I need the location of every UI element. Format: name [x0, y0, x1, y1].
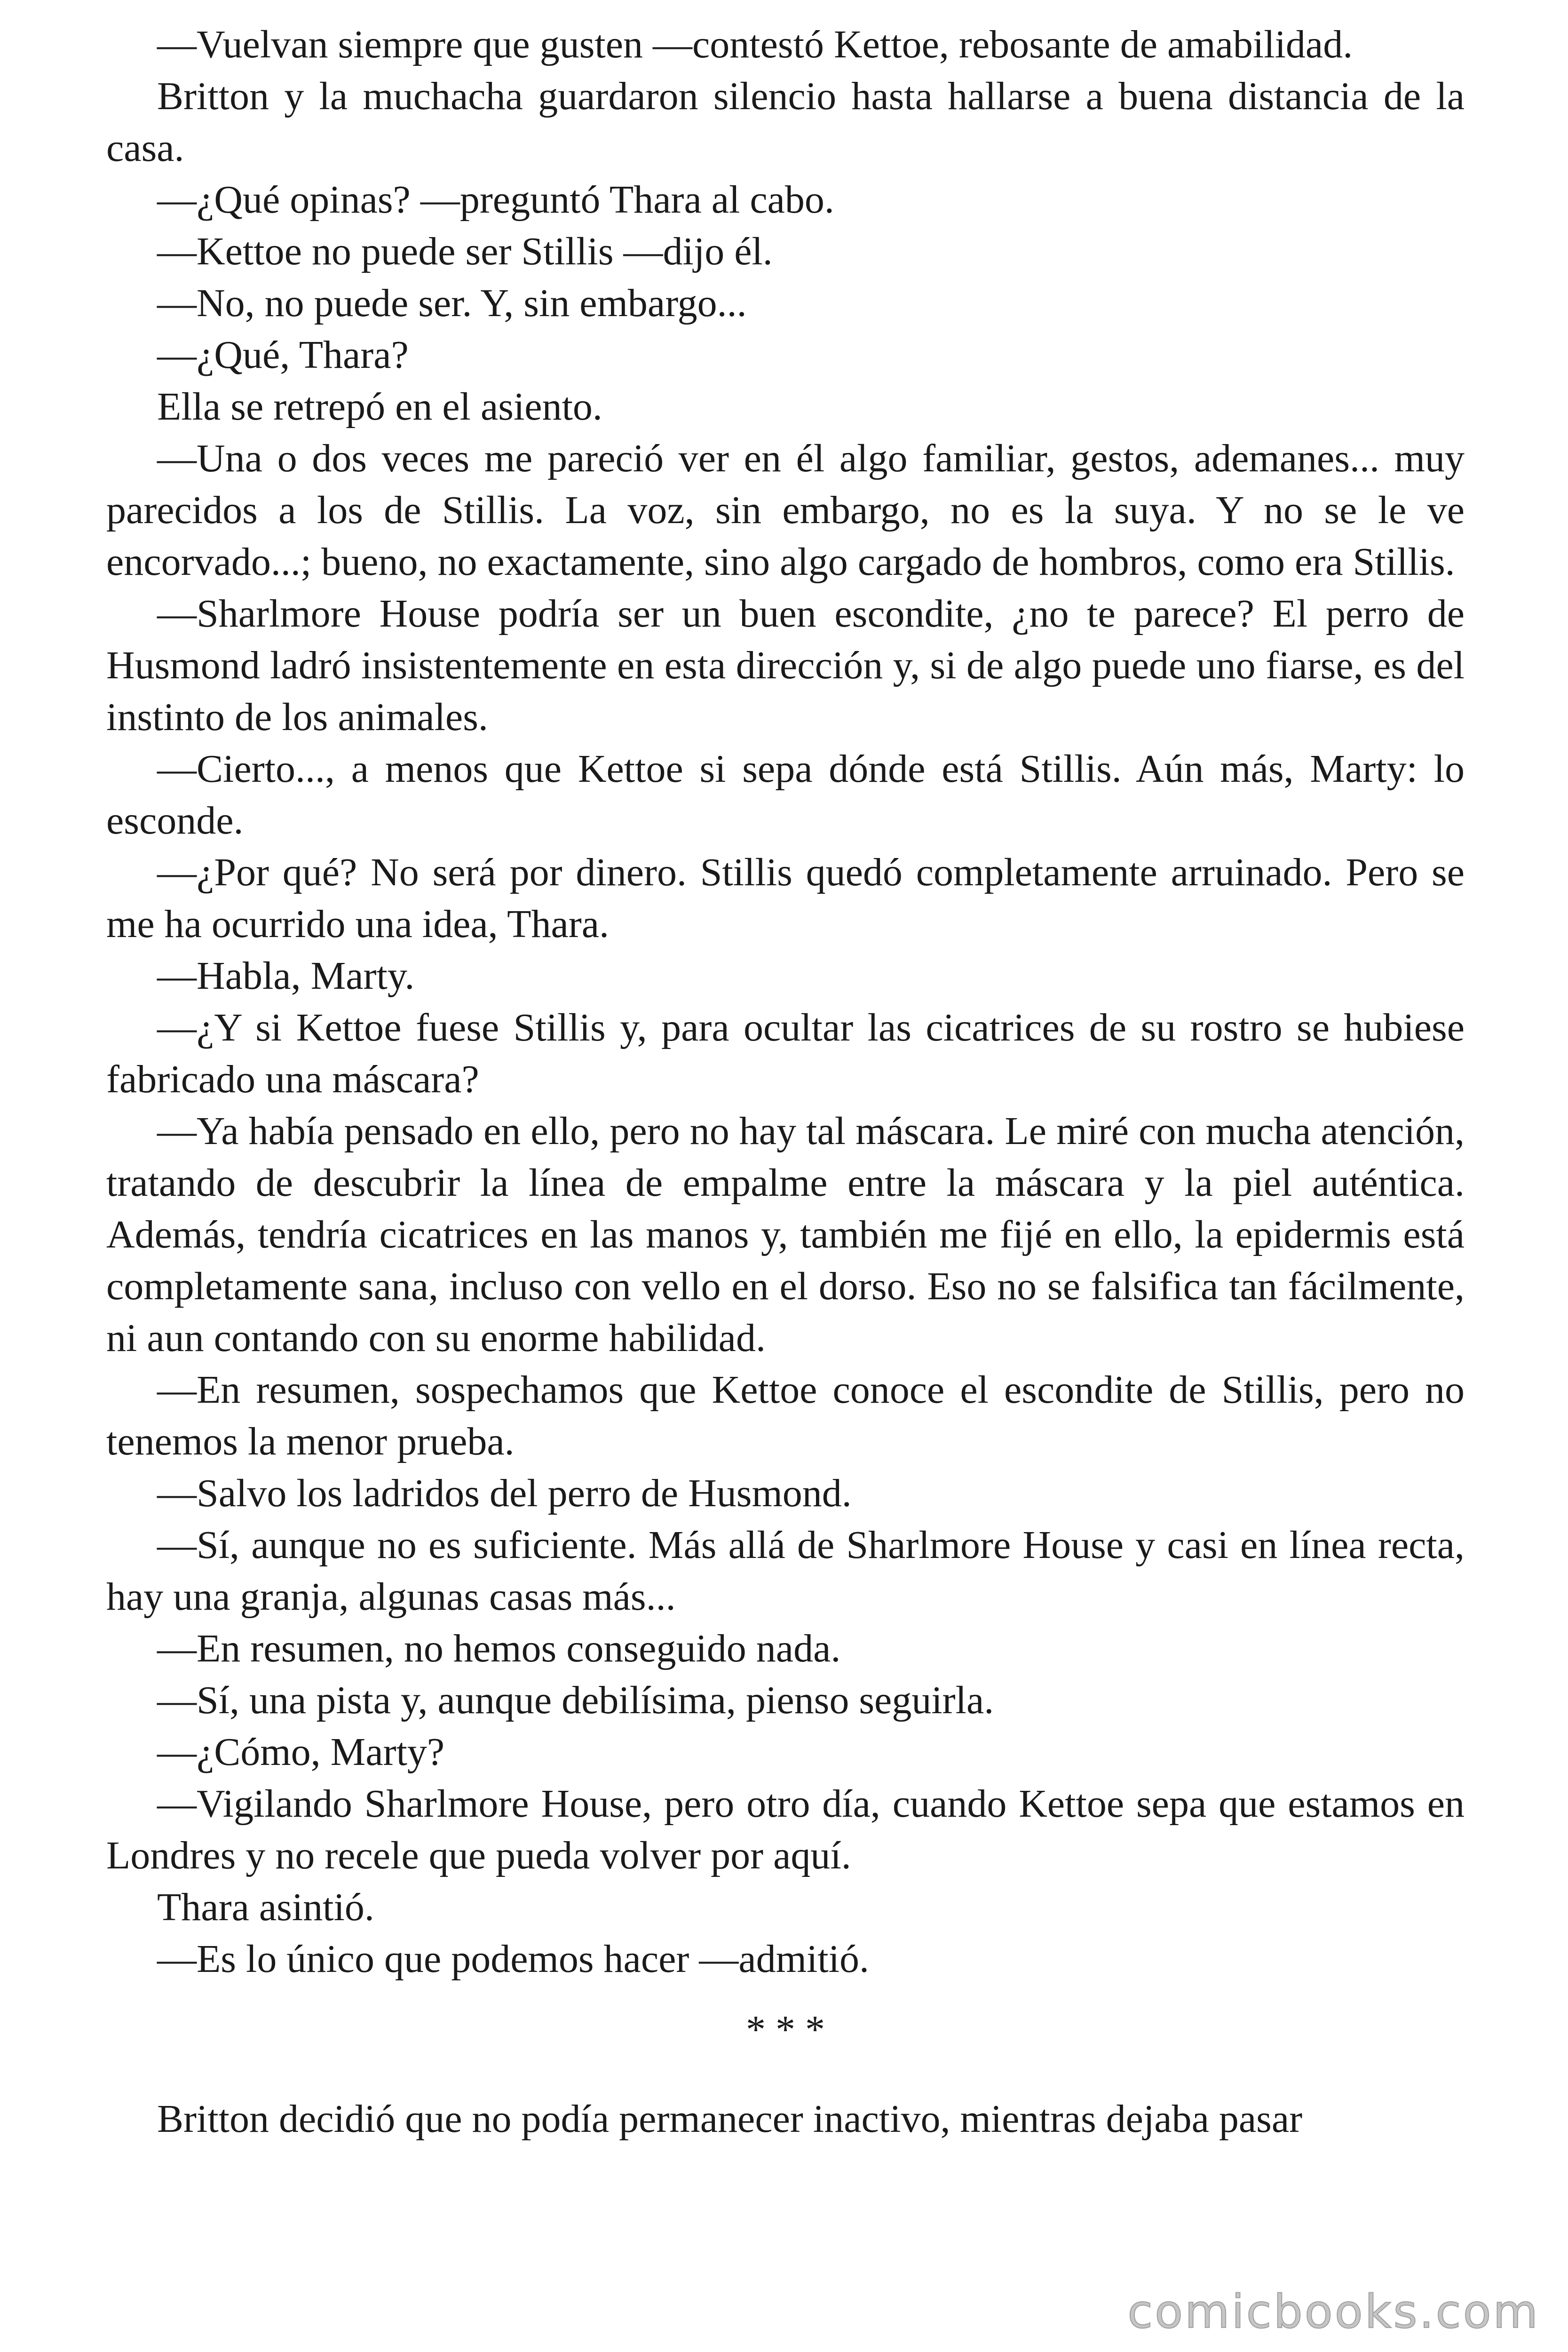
paragraph: —¿Y si Kettoe fuese Stillis y, para ocultar las cicatrices de su rostro se hubiese fabricado una máscara?	[106, 1006, 1465, 1101]
book-page	[106, 19, 1465, 2145]
paragraph: —Ya había pensado en ello, pero no hay tal máscara. Le miré con mucha atención, tratando de descubrir la línea de empalme entre la máscara y la piel auténtica. Además, tendría cicatrices en las manos y, también me fijé en ello, la epidermis está completamente sana, incluso con vello en el dorso. Eso no se falsifica tan fácilmente, ni aun contando con su enorme habilidad.	[106, 1109, 1465, 1360]
paragraph: —Sí, aunque no es suficiente. Más allá de Sharlmore House y casi en línea recta, hay una granja, algunas casas más...	[106, 1523, 1465, 1619]
scene-separator: * * *	[746, 2008, 825, 2051]
paragraph: —Una o dos veces me pareció ver en él algo familiar, gestos, ademanes... muy parecidos a los de Stillis. La voz, sin embargo, no es la suya. Y no se le ve encorvado...; bueno, no exactamente, sino algo cargado de hombros, como era Stillis.	[106, 437, 1465, 584]
paragraph: Britton y la muchacha guardaron silencio hasta hallarse a buena distancia de la casa.	[106, 74, 1465, 170]
paragraph: —¿Qué, Thara?	[157, 333, 409, 377]
paragraph: —Habla, Marty.	[157, 954, 415, 998]
paragraph: —No, no puede ser. Y, sin embargo...	[157, 281, 747, 325]
paragraph: —Sí, una pista y, aunque debilísima, pienso seguirla.	[157, 1678, 994, 1722]
paragraph: —En resumen, no hemos conseguido nada.	[157, 1627, 841, 1670]
paragraph: —¿Por qué? No será por dinero. Stillis quedó completamente arruinado. Pero se me ha ocurrido una idea, Thara.	[106, 850, 1465, 946]
paragraph: —En resumen, sospechamos que Kettoe conoce el escondite de Stillis, pero no tenemos la menor prueba.	[106, 1368, 1465, 1463]
paragraph: —¿Qué opinas? —preguntó Thara al cabo.	[157, 178, 834, 222]
paragraph: —Es lo único que podemos hacer —admitió.	[157, 1937, 870, 1981]
paragraph: —Cierto..., a menos que Kettoe si sepa dónde está Stillis. Aún más, Marty: lo esconde.	[106, 747, 1465, 842]
watermark: comicbooks.com	[1127, 2285, 1540, 2339]
paragraph: —Vuelvan siempre que gusten —contestó Kettoe, rebosante de amabilidad.	[157, 23, 1353, 66]
paragraph: —¿Cómo, Marty?	[157, 1730, 445, 1774]
paragraph: Ella se retrepó en el asiento.	[157, 385, 602, 429]
paragraph: —Vigilando Sharlmore House, pero otro día, cuando Kettoe sepa que estamos en Londres y no recele que pueda volver por aquí.	[106, 1782, 1465, 1877]
paragraph: Britton decidió que no podía permanecer inactivo, mientras dejaba pasar	[157, 2097, 1303, 2141]
paragraph: —Salvo los ladridos del perro de Husmond.	[157, 1471, 852, 1515]
paragraph: Thara asintió.	[157, 1885, 374, 1929]
paragraph: —Kettoe no puede ser Stillis —dijo él.	[157, 230, 773, 273]
paragraph: —Sharlmore House podría ser un buen escondite, ¿no te parece? El perro de Husmond ladró insistentemente en esta dirección y, si de algo puede uno fiarse, es del instinto de los animales.	[106, 592, 1465, 739]
